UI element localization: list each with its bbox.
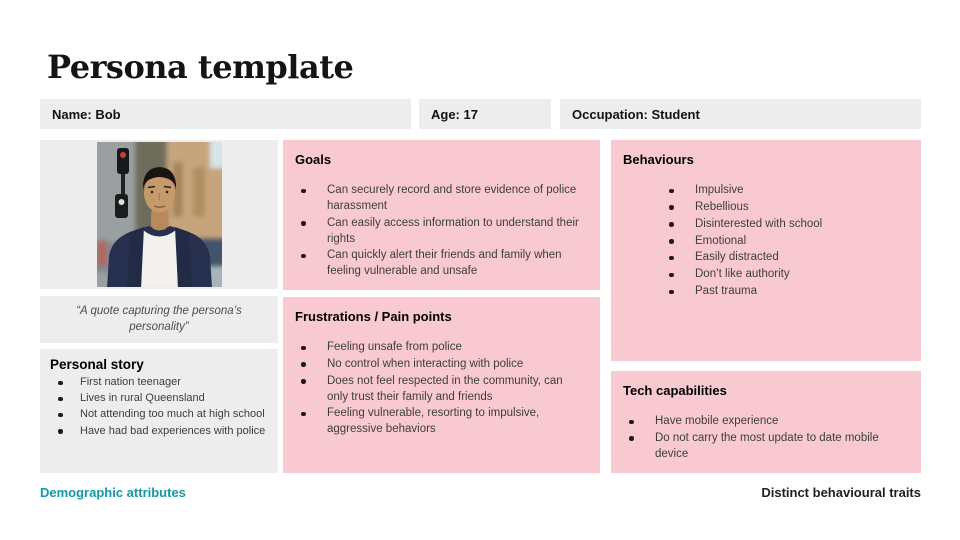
tech-capabilities-heading: Tech capabilities bbox=[623, 383, 727, 398]
bullet-item: No control when interacting with police bbox=[300, 357, 586, 373]
bullet-item: Past trauma bbox=[668, 284, 907, 300]
bullet-item: Can easily access information to understand their rights bbox=[300, 216, 586, 248]
personal-story-heading: Personal story bbox=[50, 357, 144, 372]
name-bar bbox=[40, 99, 411, 129]
bullet-item: Have mobile experience bbox=[628, 414, 907, 430]
quote-text: “A quote capturing the persona’s personality” bbox=[76, 304, 242, 333]
bullet-item: Does not feel respected in the community, can only trust their family and friends bbox=[300, 374, 586, 406]
goals-heading: Goals bbox=[295, 152, 332, 167]
frustrations-panel bbox=[283, 297, 600, 473]
bullet-item: Do not carry the most update to date mobile device bbox=[628, 431, 907, 463]
occupation-bar bbox=[560, 99, 921, 129]
bullet-item: Disinterested with school bbox=[668, 217, 907, 233]
personal-story-panel bbox=[40, 349, 278, 473]
tech-capabilities-panel bbox=[611, 371, 921, 473]
persona-photo bbox=[97, 142, 222, 287]
occupation-label: Occupation: Student bbox=[572, 106, 700, 122]
demographic-attributes-label: Demographic attributes bbox=[40, 485, 186, 500]
behaviours-heading: Behaviours bbox=[623, 152, 694, 167]
bullet-item: Lives in rural Queensland bbox=[57, 391, 268, 406]
page-title: Persona template bbox=[47, 48, 354, 86]
age-bar bbox=[419, 99, 551, 129]
bullet-item: Don’t like authority bbox=[668, 267, 907, 283]
tech-capabilities-list bbox=[628, 414, 907, 463]
bullet-item: Feeling unsafe from police bbox=[300, 340, 586, 356]
distinct-behavioural-traits-label: Distinct behavioural traits bbox=[761, 485, 921, 500]
name-label: Name: Bob bbox=[52, 106, 121, 122]
personal-story-list bbox=[57, 375, 268, 439]
behaviours-list bbox=[668, 183, 907, 300]
age-label: Age: 17 bbox=[431, 106, 478, 122]
bullet-item: Impulsive bbox=[668, 183, 907, 199]
bullet-item: Rebellious bbox=[668, 200, 907, 216]
bullet-item: Emotional bbox=[668, 234, 907, 250]
bullet-item: Can quickly alert their friends and family when feeling vulnerable and unsafe bbox=[300, 248, 586, 280]
bullet-item: Have had bad experiences with police bbox=[57, 424, 268, 439]
persona-quote bbox=[40, 296, 278, 343]
bullet-item: Easily distracted bbox=[668, 250, 907, 266]
frustrations-heading: Frustrations / Pain points bbox=[295, 309, 452, 324]
frustrations-list bbox=[300, 340, 586, 438]
photo-panel bbox=[40, 140, 278, 289]
behaviours-panel bbox=[611, 140, 921, 361]
goals-panel bbox=[283, 140, 600, 290]
bullet-item: First nation teenager bbox=[57, 375, 268, 390]
goals-list bbox=[300, 183, 586, 280]
bullet-item: Feeling vulnerable, resorting to impulsive, aggressive behaviors bbox=[300, 406, 586, 438]
bullet-item: Can securely record and store evidence of police harassment bbox=[300, 183, 586, 215]
bullet-item: Not attending too much at high school bbox=[57, 407, 268, 422]
